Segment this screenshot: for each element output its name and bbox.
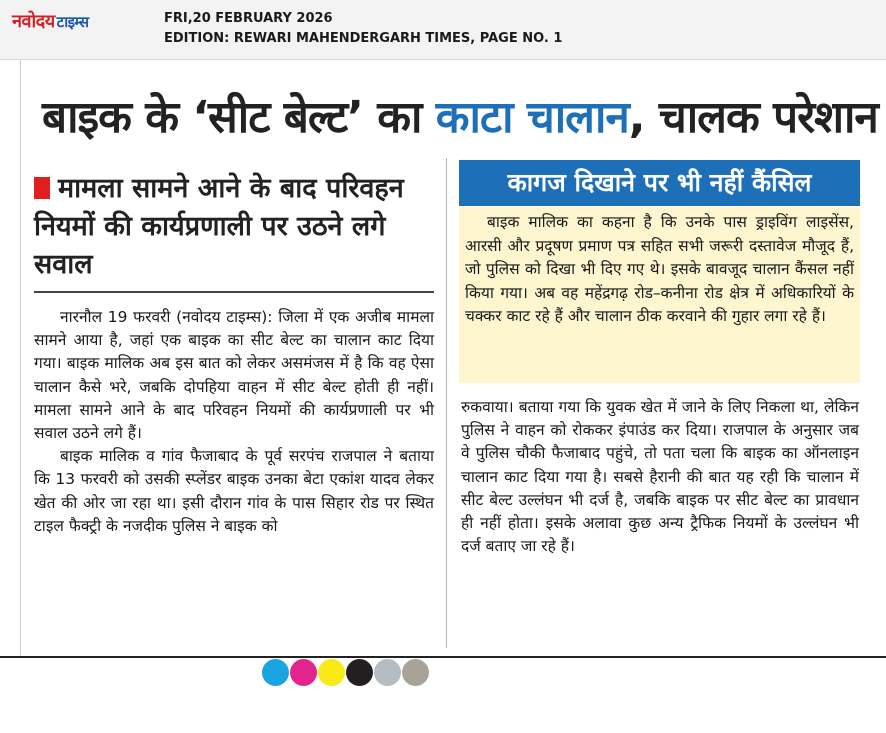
edition-header-bar [0, 0, 886, 60]
swatch-warm-gray [402, 659, 429, 686]
date-line: FRI,20 FEBRUARY 2026 [164, 11, 333, 26]
column-divider [446, 158, 447, 648]
red-square-bullet-icon [34, 177, 50, 199]
left-column [34, 306, 434, 538]
swatch-black [346, 659, 373, 686]
edition-line: EDITION: REWARI MAHENDERGARH TIMES, PAGE NO. 1 [164, 31, 563, 46]
swatch-light-gray [374, 659, 401, 686]
page-bottom-rule [0, 656, 886, 658]
sub-heading [34, 170, 434, 284]
swatch-yellow [318, 659, 345, 686]
headline-part-1: बाइक के ‘सीट बेल्ट’ का [42, 92, 422, 143]
box-title: कागज दिखाने पर भी नहीं कैंसिल [459, 160, 860, 206]
box-text: बाइक मालिक का कहना है कि उनके पास ड्राइविंग लाइसेंस, आरसी और प्रदूषण प्रमाण पत्र सहित सभी जरूरी दस्तावेज मौजूद हैं, जो पुलिस को दिखा भी दिए गए थे। इसके बावजूद चालान कैंसल नहीं किया गया। अब वह महेंद्रगढ़ रोड–कनीना रोड क्षेत्र में अधिकारियों के चक्कर काट रहे हैं और चालान ठीक करवाने की गुहार लगा रहे हैं। [465, 213, 854, 325]
right-paragraph: रुकवाया। बताया गया कि युवक खेत में जाने के लिए निकला था, लेकिन पुलिस ने वाहन को रोककर इंपाउंड कर दिया। राजपाल के अनुसार जब वे पुलिस चौकी फैजाबाद पहुंचे, तो पता चला कि बाइक का ऑनलाइन चालान काट दिया गया है। सबसे हैरानी की बात यह रही कि चालान में सीट बेल्ट उल्लंघन भी दर्ज है, जबकि बाइक पर सीट बेल्ट का प्रावधान ही नहीं होता। इसके अलावा कुछ अन्य ट्रैफिक नियमों के उल्लंघन भी दर्ज बताए जा रहे हैं। [461, 398, 859, 556]
swatch-magenta [290, 659, 317, 686]
swatch-cyan [262, 659, 289, 686]
page-left-edge [0, 60, 21, 656]
left-paragraph-1: नारनौल 19 फरवरी (नवोदय टाइम्स): जिला में एक अजीब मामला सामने आया है, जहां एक बाइक का सीट बेल्ट का चालान काट दिया गया। बाइक मालिक अब इस बात को लेकर असमंजस में है कि वह ऐसा चालान कैसे भरे, जबकि दोपहिया वाहन में सीट बेल्ट होती ही नहीं। मामला सामने आने के बाद परिवहन नियमों की कार्यप्रणाली पर भी सवाल उठने लगे हैं। [34, 308, 434, 443]
box-body [459, 207, 860, 383]
left-paragraph-2: बाइक मालिक व गांव फैजाबाद के पूर्व सरपंच राजपाल ने बताया कि 13 फरवरी को उसकी स्प्लेंडर बाइक उनका बेटा एकांश यादव लेकर खेत की ओर जा रहा था। इसी दौरान गांव के पास सिहार रोड पर स्थित टाइल फैक्ट्री के नजदीक पुलिस ने बाइक को [34, 447, 434, 535]
sub-heading-text: मामला सामने आने के बाद परिवहन नियमों की कार्यप्रणाली पर उठने लगे सवाल [34, 173, 404, 280]
headline-part-3: , चालक परेशान [628, 92, 878, 143]
logo-times: टाइम्स [56, 13, 89, 31]
headline-part-2: काटा चालान [435, 92, 629, 143]
logo-hindi: नवोदय [12, 11, 55, 32]
newspaper-logo[interactable] [12, 9, 89, 33]
divider [34, 291, 434, 293]
right-column [461, 396, 859, 558]
article-headline [42, 88, 878, 148]
